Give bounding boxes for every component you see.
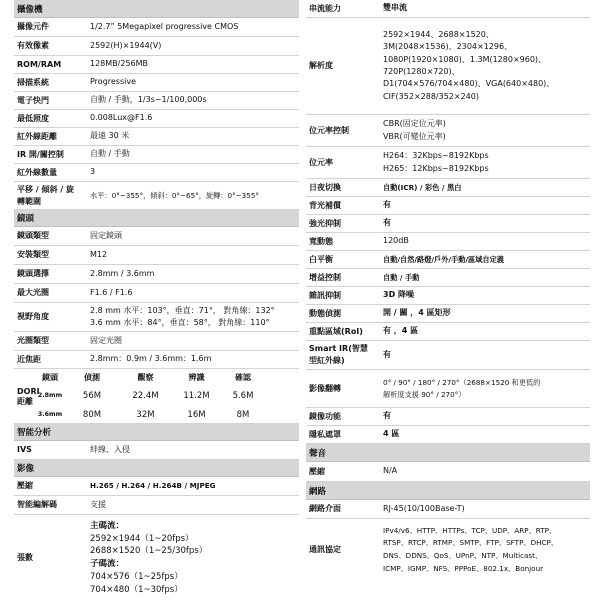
section-lens: 鏡頭	[14, 210, 299, 227]
value: 120dB	[383, 236, 409, 246]
label: 鏡像功能	[309, 411, 341, 421]
value-line: VBR(可變位元率)	[383, 131, 446, 141]
label: 壓縮	[17, 481, 33, 491]
row-focal	[14, 265, 299, 284]
value: 2592(H)×1944(V)	[90, 40, 162, 50]
row-mirror	[306, 408, 590, 426]
row-pan-tilt	[14, 182, 299, 210]
label: 雜訊抑制	[309, 290, 341, 300]
dori-header: 鏡頭	[42, 373, 58, 382]
dori-value: 80M	[82, 409, 102, 420]
dori-value: 11.2M	[183, 390, 210, 401]
label: 鏡頭選擇	[17, 269, 49, 279]
label: 有效像素	[17, 41, 49, 51]
resolution-line: D1(704×576/704×480)、VGA(640×480)、	[383, 79, 555, 89]
dori-header: 辨識	[188, 373, 205, 382]
value	[90, 305, 299, 330]
value: H.265 / H.264 / H.264B / MJPEG	[90, 481, 216, 491]
value: 有	[383, 411, 391, 421]
row-ir-distance	[14, 128, 299, 146]
value: 固定光圈	[90, 335, 122, 345]
dori-value: 8M	[236, 409, 250, 420]
row-aperture	[14, 284, 299, 303]
label	[306, 343, 383, 366]
value: 自動 / 手動	[90, 149, 130, 159]
value: 1/2.7” 5Megapixel progressive CMOS	[90, 21, 239, 31]
value: 最遠 30 米	[90, 131, 130, 141]
label: 壓縮	[309, 466, 325, 476]
label: 近焦距	[17, 354, 41, 364]
dori-value: 22.4M	[132, 390, 159, 401]
value	[383, 150, 590, 175]
row-interface	[306, 500, 590, 519]
row-roi	[306, 323, 590, 341]
row-iris	[14, 332, 299, 351]
dori-header: 偵測	[84, 373, 100, 382]
label: IVS	[17, 445, 32, 455]
label: 隱私遮罩	[309, 429, 341, 439]
row-day-night	[306, 179, 590, 197]
label: 白平衡	[309, 254, 333, 264]
fov-line: 3.6 mm 水平：84°，垂直：58°， 對角線：110°	[90, 318, 270, 327]
value: 2.8mm / 3.6mm	[90, 268, 155, 278]
section-audio: 聲音	[306, 444, 590, 462]
stream-line: 704×576（1~25fps）	[90, 571, 183, 582]
stream-line: 2592×1944（1~20fps）	[90, 533, 194, 544]
value: RJ-45(10/100Base-T)	[383, 503, 465, 513]
row-motion	[306, 305, 590, 323]
row-close-focus	[14, 351, 299, 369]
stream-line: 704×480（1~30fps）	[90, 584, 183, 595]
value	[383, 377, 590, 399]
value: Progressive	[90, 77, 137, 87]
label: 電子快門	[17, 95, 49, 105]
label-line: DORI	[17, 386, 40, 396]
resolution-line: 1080P(1920×1080)、1.3M(1280×960)、	[383, 54, 547, 64]
value: 128MB/256MB	[90, 59, 149, 69]
value: 絆線、入侵	[90, 444, 130, 454]
label: 張數	[17, 553, 33, 563]
left-spec-column	[14, 0, 299, 601]
label: 紅外線數量	[17, 167, 57, 177]
dori-value: 56M	[82, 390, 102, 401]
label: 動態偵測	[309, 308, 341, 318]
value: 有	[383, 218, 391, 228]
label: 鏡頭類型	[17, 231, 49, 241]
row-smart-codec	[14, 496, 299, 515]
label: 背光補償	[309, 200, 341, 210]
row-protocols	[306, 519, 590, 581]
row-compression	[14, 477, 299, 496]
row-scan	[14, 74, 299, 92]
value: 自動(ICR) / 彩色 / 黑白	[383, 182, 462, 192]
value: 支援	[90, 499, 106, 509]
row-audio-compression	[306, 462, 590, 482]
label: 最低照度	[17, 113, 49, 123]
value: 有	[383, 349, 391, 359]
section-smart: 智能分析	[14, 424, 299, 441]
label: 視野角度	[17, 312, 49, 322]
section-camera: 攝像機	[14, 0, 299, 18]
label: 攝像元件	[17, 22, 49, 32]
row-bitrate-control	[306, 115, 590, 147]
label: 智能編解碼	[17, 500, 57, 510]
value: 雙串流	[383, 3, 407, 13]
value	[383, 525, 590, 575]
dori-lens: 3.6mm	[37, 411, 63, 418]
row-gain	[306, 269, 590, 287]
label-line: 平移 / 傾斜 / 旋	[17, 184, 74, 194]
dori-value: 16M	[187, 409, 206, 420]
label: 位元率控制	[309, 125, 349, 135]
label: 增益控制	[309, 272, 341, 282]
row-privacy	[306, 426, 590, 444]
protocol-line: ICMP、IGMP、NFS、PPPoE、802.1x、Bonjour	[383, 563, 544, 573]
label: 串流能力	[309, 3, 341, 13]
value: 水平：0°~355°，傾斜：0°~65°，旋轉：0°~355°	[90, 190, 259, 200]
value: 0.008Lux@F1.6	[90, 113, 153, 123]
row-pixels	[14, 37, 299, 56]
row-wdr	[306, 233, 590, 251]
label: 光圈類型	[17, 336, 49, 346]
row-bitrate	[306, 147, 590, 179]
label: 影像翻轉	[309, 383, 341, 393]
value	[383, 118, 590, 143]
protocol-line: IPv4/v6、HTTP、HTTPs、TCP、UDP、ARP、RTP、	[383, 525, 557, 535]
label: 最大光圈	[17, 288, 49, 298]
value-line: H265：12Kbps~8192Kbps	[383, 163, 489, 173]
value: 自動/自然/路燈/戶外/手動/區域自定義	[383, 254, 504, 264]
row-fov	[14, 303, 299, 332]
row-ir-cut	[14, 146, 299, 164]
row-hlc	[306, 215, 590, 233]
dori-header: 確認	[235, 373, 251, 382]
value: 4 區	[383, 429, 400, 439]
dori-value: 32M	[136, 409, 155, 420]
row-shutter	[14, 92, 299, 110]
resolution-line: 3M(2048×1536)、2304×1296、	[383, 42, 513, 52]
label	[14, 184, 90, 207]
value: N/A	[383, 466, 398, 476]
dori-lens: 2.8mm	[37, 392, 63, 399]
label-line: 距離	[17, 396, 33, 406]
stream-title: 主碼流：	[90, 520, 125, 531]
fov-line: 2.8 mm 水平：103°，垂直：71°， 對角線：132°	[90, 305, 275, 315]
label: 日夜切換	[309, 182, 341, 192]
label: 通訊協定	[309, 545, 341, 555]
value	[90, 520, 299, 597]
row-resolution	[306, 18, 590, 115]
value-line: 解析度支援 90° / 270°）	[383, 389, 466, 399]
row-streams	[14, 515, 299, 601]
label: 強光抑制	[309, 218, 341, 228]
label: 安裝類型	[17, 250, 49, 260]
value: M12	[90, 249, 108, 259]
value: 3D 降噪	[383, 290, 414, 300]
row-smart-ir	[306, 341, 590, 370]
row-white-balance	[306, 251, 590, 269]
resolution-line: 720P(1280×720)、	[383, 67, 460, 76]
value	[383, 29, 590, 103]
value-line: H264：32Kbps~8192Kbps	[383, 151, 489, 161]
row-rom-ram	[14, 56, 299, 74]
value: 自動 / 手動	[383, 272, 420, 282]
resolution-line: CIF(352×288/352×240)	[383, 91, 479, 101]
row-flip	[306, 370, 590, 408]
value: 有 ，4 區	[383, 326, 419, 336]
section-network: 網路	[306, 482, 590, 500]
label: 解析度	[309, 61, 333, 71]
label: 位元率	[309, 157, 333, 167]
section-video: 影像	[14, 460, 299, 477]
value: 自動 / 手動，1/3s~1/100,000s	[90, 95, 207, 105]
protocol-line: DNS、DDNS、QoS、UPnP、NTP、Multicast、	[383, 551, 543, 560]
value-line: CBR(固定位元率)	[383, 119, 446, 129]
dori-label	[14, 369, 40, 424]
row-min-lux	[14, 110, 299, 128]
value: 開 / 關 ，4 區矩形	[383, 308, 451, 318]
resolution-line: 2592×1944、2688×1520、	[383, 29, 494, 39]
stream-title: 子碼流：	[90, 559, 125, 569]
row-noise-reduction	[306, 287, 590, 305]
label: 重點區域(RoI)	[309, 326, 363, 336]
label: ROM/RAM	[17, 59, 62, 69]
label-line: 型紅外線)	[309, 356, 345, 365]
value-line: 0° / 90° / 180° / 270°（2688×1520 和更低的	[383, 378, 541, 388]
value: 固定鏡頭	[90, 230, 122, 240]
protocol-line: RTSP、RTCP、RTMP、SMTP、FTP、SFTP、DHCP、	[383, 538, 559, 548]
label-line: Smart IR(智慧	[309, 344, 368, 354]
label: 紅外線距離	[17, 131, 57, 141]
row-lens-type	[14, 227, 299, 246]
label: 掃描系統	[17, 77, 49, 87]
row-mount	[14, 246, 299, 265]
value: 2.8mm：0.9m / 3.6mm：1.6m	[90, 354, 212, 364]
row-ir-count	[14, 164, 299, 182]
value: 有	[383, 200, 391, 210]
right-spec-column	[306, 0, 590, 581]
dori-value: 5.6M	[232, 390, 254, 401]
row-sensor	[14, 18, 299, 37]
stream-line: 2688×1520（1~25/30fps）	[90, 546, 208, 557]
row-ivs	[14, 441, 299, 460]
label-line: 轉範圍	[17, 196, 41, 206]
dori-table	[14, 369, 299, 424]
row-dual-stream	[306, 0, 590, 18]
label: 寬動態	[309, 236, 333, 246]
label: IR 開/關控制	[17, 149, 64, 159]
value: F1.6 / F1.6	[90, 287, 133, 297]
value: 3	[90, 167, 96, 177]
dori-header: 觀察	[137, 373, 154, 382]
label: 網路介面	[309, 504, 341, 514]
row-blc	[306, 197, 590, 215]
